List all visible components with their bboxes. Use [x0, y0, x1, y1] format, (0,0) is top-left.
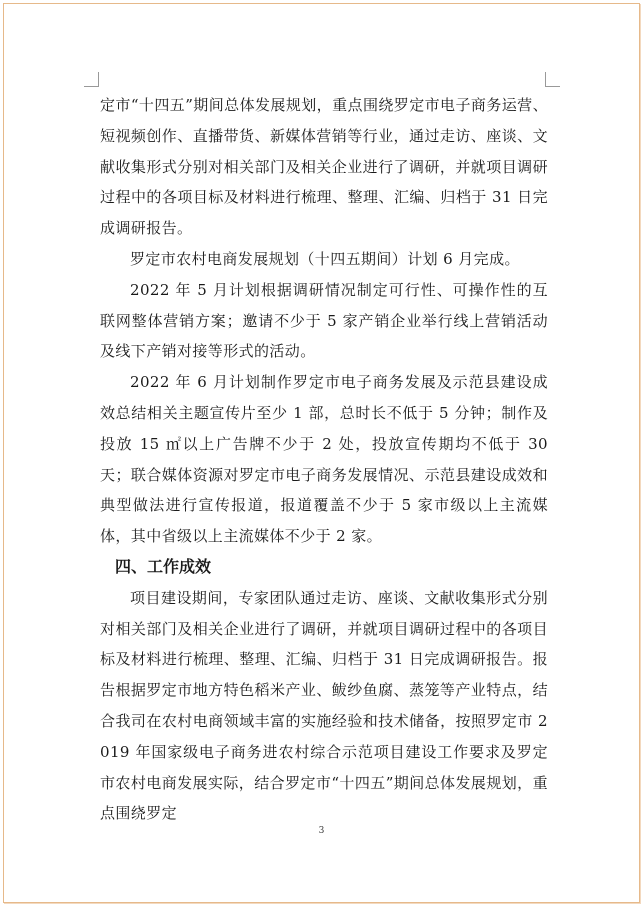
- paragraph-2: 罗定市农村电商发展规划（十四五期间）计划 6 月完成。: [130, 249, 520, 268]
- paragraph-4: 2022 年 6 月计划制作罗定市电子商务发展及示范县建设成效总结相关主题宣传片至少 1 部，总时长不低于 5 分钟；制作及投放 15 ㎡以上广告牌不少于 2 处，投放宣传期均不低于 30 天；联合媒体资源对罗定市电子商务发展情况、示范县建设成效和典型做法进行宣传报道，报道覆盖不少于 5 家市级以上主流媒体，其中省级以上主流媒体不少于 2 家。: [100, 373, 548, 546]
- paragraph-3: 2022 年 5 月计划根据调研情况制定可行性、可操作性的互联网整体营销方案；邀请不少于 5 家产销企业举行线上营销活动及线下产销对接等形式的活动。: [100, 280, 548, 361]
- crop-mark-top-left: [84, 72, 99, 87]
- paragraph-1: 定市“十四五”期间总体发展规划，重点围绕罗定市电子商务运营、短视频创作、直播带货、新媒体营销等行业，通过走访、座谈、文献收集形式分别对相关部门及相关企业进行了调研，并就项目调研过程中的各项目标及材料进行梳理、整理、汇编、归档于 31 日完成调研报告。: [100, 96, 548, 238]
- page-number: 3: [318, 826, 325, 836]
- document-body: [100, 90, 548, 829]
- crop-mark-top-right: [545, 72, 560, 87]
- paragraph-5: 项目建设期间，专家团队通过走访、座谈、文献收集形式分别对相关部门及相关企业进行了调研，并就项目调研过程中的各项目标及材料进行梳理、整理、汇编、归档于 31 日完成调研报告。报告根据罗定市地方特色稻米产业、鲅纱鱼腐、蒸笼等产业特点，结合我司在农村电商领域丰富的实施经验和技术储备，按照罗定市 2019 年国家级电子商务进农村综合示范项目建设工作要求及罗定市农村电商发展实际，结合罗定市“十四五”期间总体发展规划，重点围绕罗定: [100, 588, 548, 823]
- section-heading: 四、工作成效: [115, 556, 212, 576]
